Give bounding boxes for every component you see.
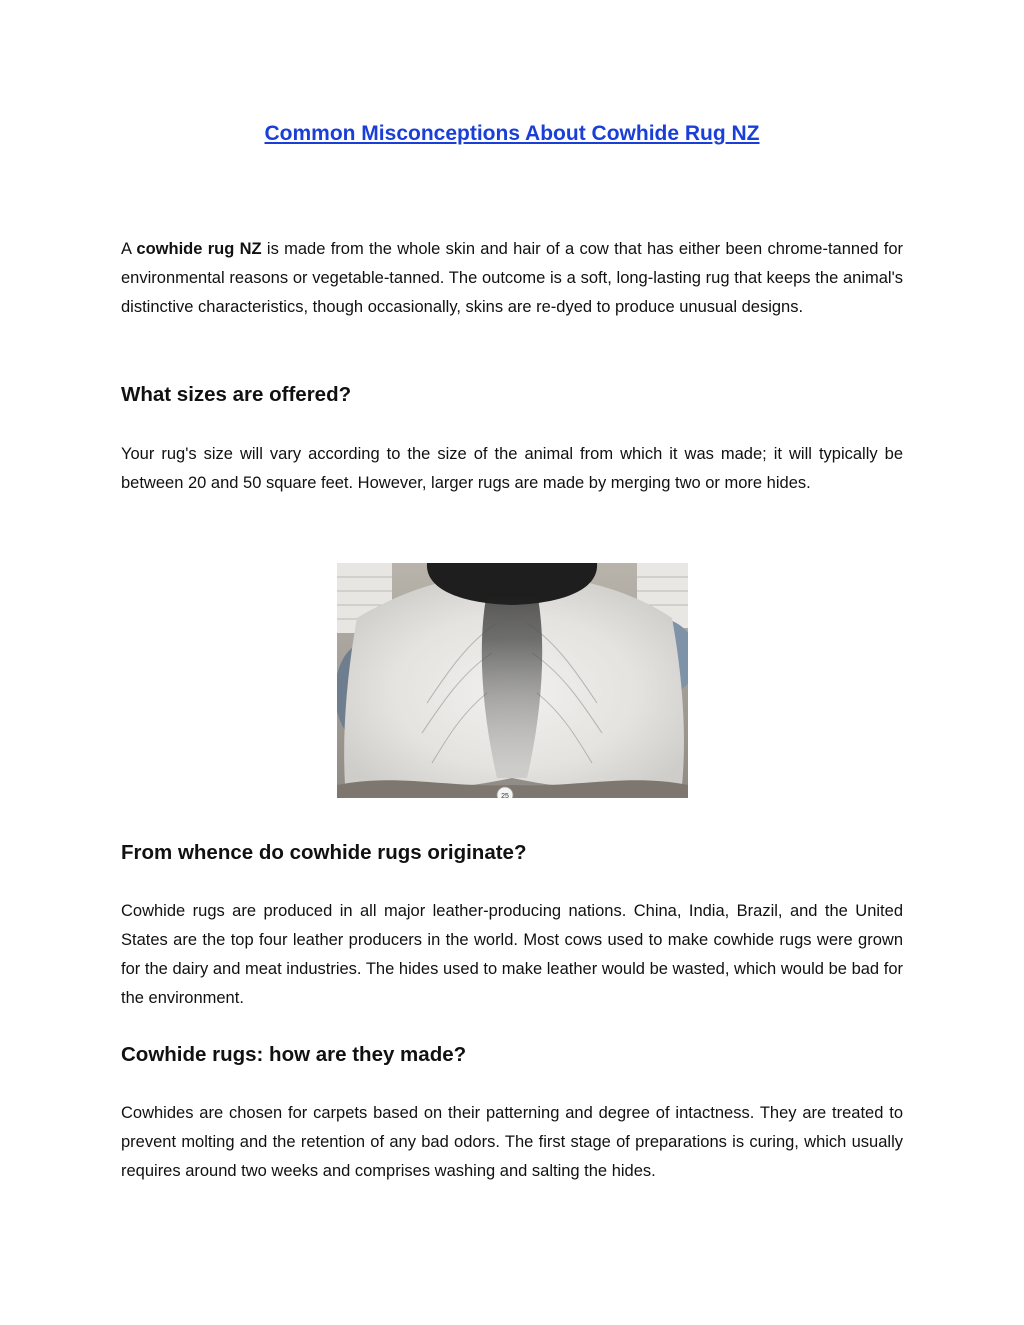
intro-paragraph xyxy=(121,235,903,322)
section-heading-process: Cowhide rugs: how are they made? xyxy=(121,1043,467,1066)
document-title xyxy=(0,122,1024,146)
section-heading-origin: From whence do cowhide rugs originate? xyxy=(121,841,527,864)
intro-lead: A xyxy=(121,240,137,258)
section-body-origin: Cowhide rugs are produced in all major leather-producing nations. China, India, Brazil, and the United States are the top four leather producers in the world. Most cows used to make cowhide rugs were grown for the dairy and meat industries. The hides used to make leather would be wasted, which would be bad for the environment. xyxy=(121,902,903,1007)
title-link[interactable]: Common Misconceptions About Cowhide Rug NZ xyxy=(264,122,760,145)
cowhide-photo xyxy=(337,563,688,798)
section-heading-sizes: What sizes are offered? xyxy=(121,383,352,406)
section-body-sizes: Your rug's size will vary according to the size of the animal from which it was made; it will typically be between 20 and 50 square feet. However, larger rugs are made by merging two or more hides. xyxy=(121,445,903,492)
intro-rest: is made from the whole skin and hair of a cow that has either been chrome-tanned for environmental reasons or vegetable-tanned. The outcome is a soft, long-lasting rug that keeps the animal's distinctive characteristics, though occasionally, skins are re-dyed to produce unusual designs. xyxy=(121,240,903,316)
cowhide-rug-image xyxy=(337,563,688,798)
figure-tag-label: 25 xyxy=(501,793,509,798)
section-body-process: Cowhides are chosen for carpets based on their patterning and degree of intactness. They are treated to prevent molting and the retention of any bad odors. The first stage of preparations is curing, which usually requires around two weeks and comprises washing and salting the hides. xyxy=(121,1104,903,1180)
intro-bold-keyword: cowhide rug NZ xyxy=(136,240,262,258)
